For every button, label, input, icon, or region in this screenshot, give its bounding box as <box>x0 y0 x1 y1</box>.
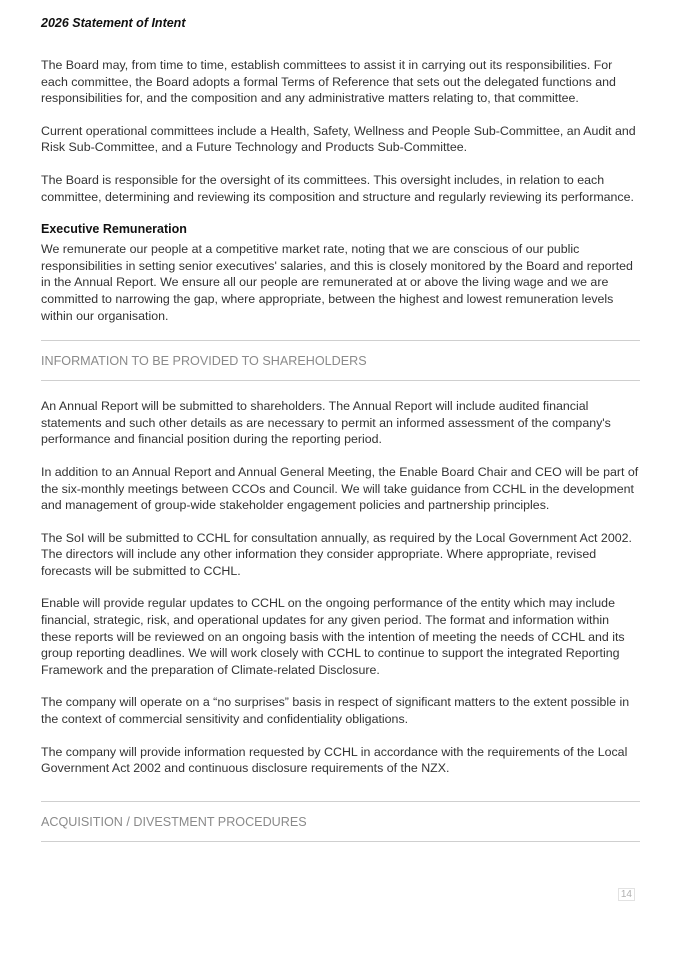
committees-paragraph-1: The Board may, from time to time, establish committees to assist it in carrying out its responsibilities. For each committee, the Board adopts a formal Terms of Reference that sets out the delegated functions and responsibilities for, and the composition and any administrative matters relating to, that committee. <box>41 58 616 106</box>
shareholders-section-header <box>41 340 640 381</box>
page-content <box>41 57 641 856</box>
remuneration-heading: Executive Remuneration <box>41 222 187 237</box>
page-number: 14 <box>618 888 635 901</box>
committees-paragraph-3: The Board is responsible for the oversight of its committees. This oversight includes, in relation to each committee, determining and reviewing its composition and structure and regularly reviewing its performance. <box>41 172 634 204</box>
shareholders-paragraph-1: An Annual Report will be submitted to shareholders. The Annual Report will include audited financial statements and such other details as are necessary to permit an informed assessment of the company's performance and financial position during the reporting period. <box>41 399 611 447</box>
remuneration-paragraph: We remunerate our people at a competitive market rate, noting that we are conscious of our public responsibilities in setting senior executives' salaries, and this is closely monitored by the Board and reported in the Annual Report. We ensure all our people are remunerated at or above the living wage and we are committed to narrowing the gap, where appropriate, between the highest and lowest remuneration levels within our organisation. <box>41 242 633 323</box>
shareholders-paragraph-3: The SoI will be submitted to CCHL for consultation annually, as required by the Local Government Act 2002. The directors will include any other information they consider appropriate. Where appropriate, revised forecasts will be submitted to CCHL. <box>41 530 632 578</box>
acquisition-section-title: ACQUISITION / DIVESTMENT PROCEDURES <box>41 814 307 829</box>
shareholders-paragraph-2: In addition to an Annual Report and Annual General Meeting, the Enable Board Chair and CEO will be part of the six-monthly meetings between CCOs and Council. We will take guidance from CCHL in the development and management of group-wide stakeholder engagement policies and partnership principles. <box>41 464 639 513</box>
shareholders-paragraph-4: Enable will provide regular updates to CCHL on the ongoing performance of the entity which may include financial, strategic, risk, and operational updates for any given period. The format and information within these reports will be reviewed on an ongoing basis with the intention of meeting the needs of CCHL and its group reporting deadlines. We will work closely with CCHL to continue to support the integrated Reporting Framework and the preparation of Climate-related Disclosure. <box>41 596 625 677</box>
shareholders-paragraph-5: The company will operate on a “no surprises” basis in respect of significant matters to the extent possible in the context of commercial sensitivity and confidentiality obligations. <box>41 695 630 727</box>
shareholders-section-title: INFORMATION TO BE PROVIDED TO SHAREHOLDERS <box>41 354 367 369</box>
document-header-title: 2026 Statement of Intent <box>41 16 186 30</box>
shareholders-paragraph-6: The company will provide information requested by CCHL in accordance with the requirements of the Local Government Act 2002 and continuous disclosure requirements of the NZX. <box>41 744 628 776</box>
acquisition-section-header <box>41 801 640 842</box>
committees-paragraph-2: Current operational committees include a Health, Safety, Wellness and People Sub-Committee, an Audit and Risk Sub-Committee, and a Future Technology and Products Sub-Committee. <box>41 123 636 155</box>
